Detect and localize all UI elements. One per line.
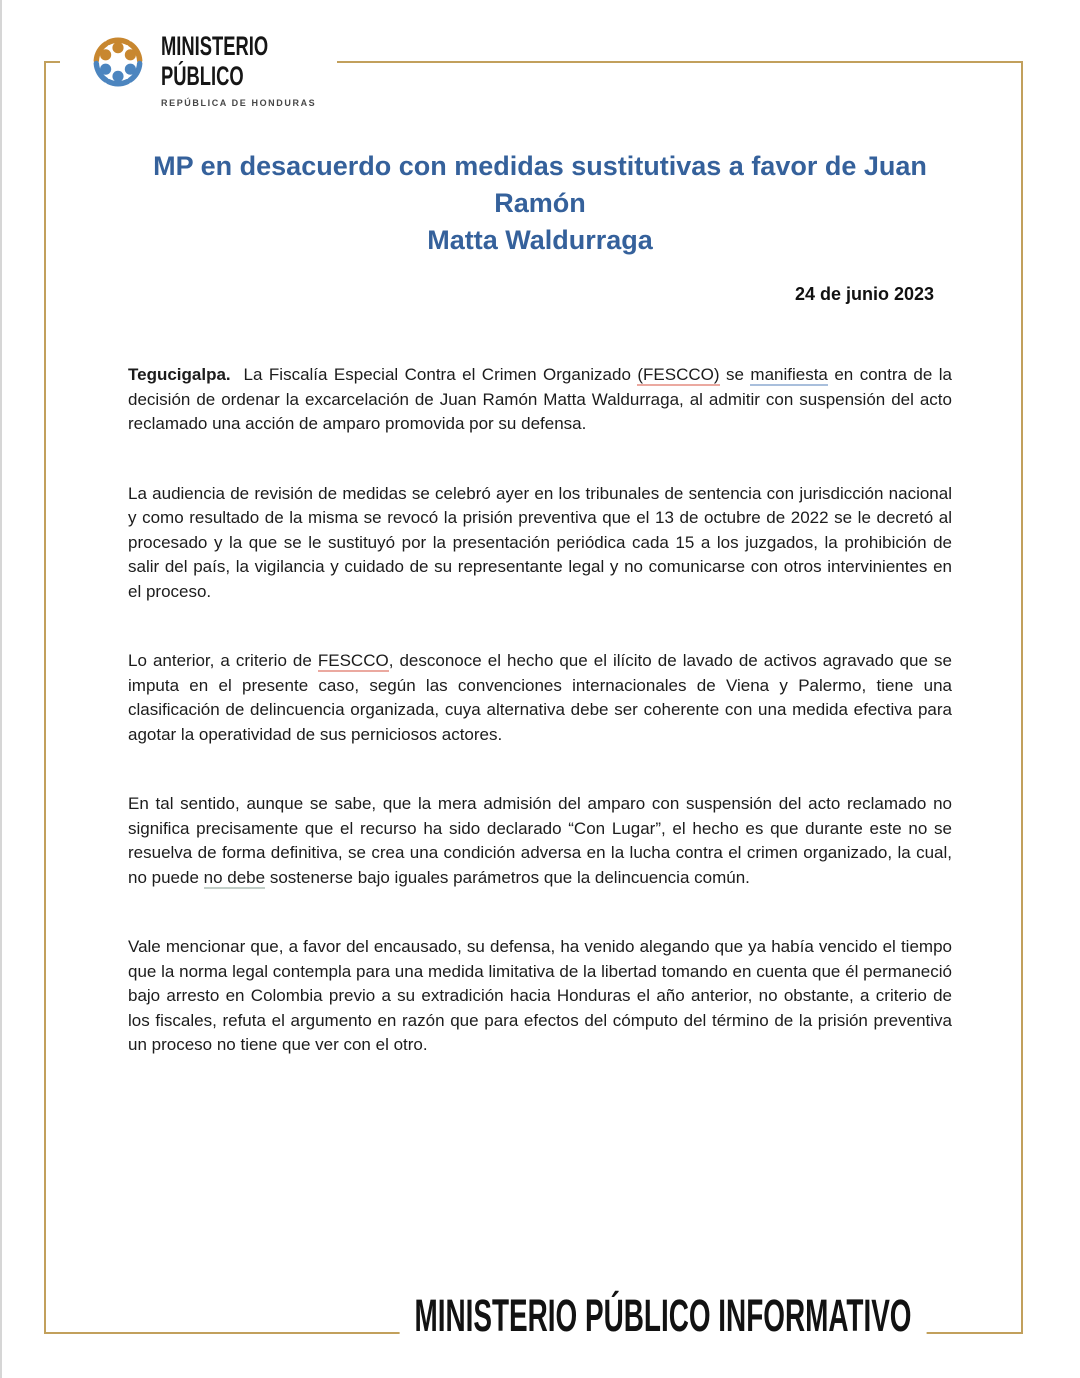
text-segment: La audiencia de revisión de medidas se celebró ayer en los tribunales de sentencia con jurisdicción nacional y como resultado de la misma se revocó la prisión preventiva que el 13 de octubre de 2022 se le decretó al procesado y la que se le sustituyó por la presentación periódica cada 15 a los juzgados, la prohibición de salir del país, la vigilancia y cuidado de su representante legal y no comunicarse con otros intervinientes en el proceso. [128,483,952,601]
body-paragraph [128,935,952,1058]
body-paragraph [128,482,952,605]
text-segment: sostenerse bajo iguales parámetros que la delincuencia común. [265,867,750,887]
text-segment: Lo anterior, a criterio de [128,651,318,670]
text-segment: , desconoce el hecho que el ilícito de lavado de activos agravado que se imputa en el presente caso, según las convenciones internacionales de Viena y Palermo, tiene una clasificación de delincuencia organizada, cuya alternativa debe ser coherente con una medida efectiva para agotar la operatividad de sus perniciosos actores. [128,651,952,744]
text-segment: En tal sentido, aunque se sabe, que la mera admisión del amparo con suspensión del acto reclamado no significa precisamente que el recurso ha sido declarado “Con Lugar”, el hecho es que durante este no se resuelva de forma definitiva, se crea una condición adversa en la lucha contra el crimen organizado, la cual, no puede [128,794,952,887]
ministerio-publico-logo [60,10,337,120]
press-body [128,363,952,1058]
text-segment: La Fiscalía Especial Contra el Crimen Organizado [230,365,638,384]
text-segment: no debe [203,867,266,887]
page-title-line1: MP en desacuerdo con medidas sustitutivas a favor de Juan Ramón [153,151,927,218]
press-release [128,148,952,1103]
page-title-line2: Matta Waldurraga [427,225,653,255]
logo-subtitle: REPÚBLICA DE HONDURAS [161,98,317,108]
logo-name-line1: MINISTERIO [161,31,269,61]
text-segment: manifiesta [750,365,828,384]
text-segment: en contra de la decisión de ordenar la excarcelación de Juan Ramón Matta Waldurraga, al admitir con suspensión del acto reclamado una acción de amparo promovida por su defensa. [128,365,952,433]
press-date: 24 de junio 2023 [794,284,934,304]
page-title [128,148,952,259]
footer-banner: MINISTERIO PÚBLICO INFORMATIVO [400,1292,927,1340]
text-segment: Vale mencionar que, a favor del encausado, su defensa, ha venido alegando que ya había vencido el tiempo que la norma legal contempla para una medida limitativa de la libertad tomando en cuenta que él permaneció bajo arresto en Colombia previo a su extradición hacia Honduras el año anterior, no obstante, a criterio de los fiscales, refuta el argumento en razón que para efectos del cómputo del término de la prisión preventiva un proceso no tiene que ver con el otro. [128,937,952,1054]
body-paragraph [128,649,952,747]
body-paragraph [128,792,952,890]
logo-wordmark [161,28,319,108]
text-segment: se [719,365,751,384]
logo-name-line2: PÚBLICO [161,61,244,91]
text-segment: Tegucigalpa. [128,365,231,384]
text-segment: FESCCO [317,651,389,670]
body-paragraph [128,363,952,437]
people-circle-icon [84,28,152,96]
text-segment: (FESCCO) [637,365,720,384]
page-edge-line [0,0,2,1378]
